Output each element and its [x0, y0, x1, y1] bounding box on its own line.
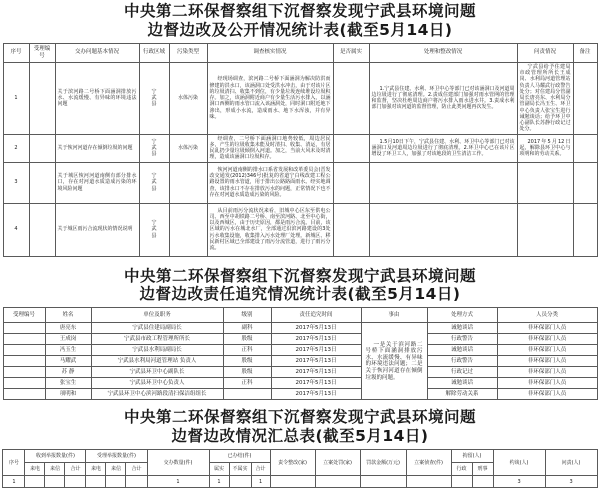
t2-cell-method: 诫勉谈话 — [427, 345, 497, 356]
t1-cell-region: 宁武县 — [139, 162, 169, 203]
t2-cell-date: 2017年5月13日 — [271, 356, 361, 367]
t1-cell-investigation: 经现场调查，滨河路二号桥下面涵洞为解决防洪而修建的洪水口，该涵洞口处受洪水冲击，由于对该片区的垃圾清扫、收集不到位，有少量垃圾连续堆设垃圾积存。加之，该涵洞附近商户有少量生活污水排入，以涵洞口西侧的雨水管口流入该涵洞处，同时洞口附近地下渗出，形成小水流，造成雨水、地下水浑浊，并有异味。 — [207, 62, 333, 134]
t1-row — [3, 162, 597, 203]
t3-cell-accepted-call — [86, 476, 106, 488]
t2-cell-rank: 正科 — [223, 378, 271, 389]
t2-row — [3, 389, 597, 400]
t1-h-num: 序号 — [3, 43, 29, 62]
t2-cell-accept-no — [3, 356, 45, 367]
t3-h-received-total: 合计 — [65, 463, 86, 476]
t2-cell-accept-no — [3, 378, 45, 389]
table2-title-line2: 边督边改责任追究情况统计表(截至5月14日) — [139, 285, 461, 304]
t1-cell-accountability: 2017年5月12日起，解除县环卫中心与项明和的劳动关系。 — [517, 134, 573, 162]
t2-cell-date: 2017年5月13日 — [271, 389, 361, 400]
t1-cell-verified — [333, 134, 369, 162]
t3-data-row — [3, 476, 597, 488]
t3-h-detention-admin: 行政 — [451, 463, 472, 476]
t3-h-detention-criminal: 刑事 — [472, 463, 493, 476]
t1-h-handling: 处理和整改情况 — [369, 43, 517, 62]
t2-cell-category: 非环保部门人员 — [497, 378, 597, 389]
t2-cell-category: 非环保部门人员 — [497, 356, 597, 367]
t3-h-accepted-call: 来电 — [86, 463, 106, 476]
t1-cell-handling: 1.宁武县住建、水利、环卫中心等部门已对该涵洞口及河道周边垃圾进行了彻底清理。2.责成住建部门加强对雨水管网的管理和监督，坚决杜绝周边商户将污水排入雨水进水井。3.责成水利部门加强对该河道的监督管理，防止此类问题再次发生。 — [369, 62, 517, 134]
t1-cell-accept-no — [29, 162, 55, 203]
table3-title-line1: 中央第二环保督察组下沉督察发现宁武县环境问题 — [123, 408, 476, 427]
table1-title-line2: 边督边改及公开情况统计表(截至5月14日) — [147, 20, 453, 39]
t3-h-filed-investigation: 立案侦查(件) — [406, 450, 451, 476]
t1-cell-accept-no — [29, 134, 55, 162]
t3-h-index: 序号 — [3, 450, 25, 476]
t1-cell-issue: 关于恢河河道存在倾倒垃圾的问题 — [55, 134, 139, 162]
t2-cell-category: 非环保部门人员 — [497, 367, 597, 378]
t1-h-investigation: 调查核实情况 — [207, 43, 333, 62]
t1-cell-accountability — [517, 162, 573, 203]
t2-h-reason: 事由 — [361, 308, 427, 323]
t3-h-received-letter: 来信 — [45, 463, 65, 476]
t3-h-received: 收到举报数量(件) — [25, 450, 86, 463]
t3-h-assigned: 交办数量(件) — [147, 450, 209, 476]
t1-row — [3, 203, 597, 256]
t2-cell-position: 宁武县环卫中心副队长 — [91, 367, 223, 378]
t1-h-region: 行政区域 — [139, 43, 169, 62]
t1-cell-region: 宁武县 — [139, 134, 169, 162]
publicity-table — [3, 43, 598, 257]
t2-row — [3, 367, 597, 378]
t1-cell-handling — [369, 162, 517, 203]
summary-table — [2, 449, 597, 488]
t1-cell-region: 宁武县 — [139, 62, 169, 134]
accountability-table — [3, 307, 598, 400]
t2-cell-date: 2017年5月13日 — [271, 334, 361, 345]
t1-cell-investigation: 恢河河道南侧的排水口系省发展和改革委员会(晋发改交通发(2012)346号)批复的省道宁白线改建工程公路设置的雨水管道，用于排出公路路面雨水。经实地调查，该排水口不存在排放污水的问题，正常情况下也不存在对河道水质造成污染的风险。 — [207, 162, 333, 203]
t3-cell-interviewed: 3 — [493, 476, 545, 488]
t2-cell-accept-no — [3, 367, 45, 378]
t3-cell-accepted-letter — [106, 476, 126, 488]
t3-cell-detention-criminal — [472, 476, 493, 488]
t2-row — [3, 356, 597, 367]
t1-cell-pollution: 水体污染 — [169, 62, 207, 134]
t2-cell-accept-no — [3, 345, 45, 356]
table1-title — [0, 2, 600, 40]
t3-cell-closed-total: 1 — [251, 476, 270, 488]
t2-cell-accept-no — [3, 334, 45, 345]
t1-h-note: 备注 — [573, 43, 597, 62]
t2-cell-method: 诫勉谈话 — [427, 323, 497, 334]
t1-h-issue: 交办问题基本情况 — [55, 43, 139, 62]
t3-h-fine-amount: 罚款金额(万元) — [360, 450, 406, 476]
t1-cell-accept-no — [29, 203, 55, 256]
t2-row — [3, 334, 597, 345]
t3-cell-fine-amount — [360, 476, 406, 488]
table3-title-line2: 边督边改情况汇总表(截至5月14日) — [171, 427, 429, 446]
t2-row — [3, 345, 597, 356]
t1-cell-num: 4 — [3, 203, 29, 256]
t1-cell-accountability: 宁武县给予住建局市政管理所所长王成岗、水利局河道管理站负责人马耀武行政警告处分；对住建局分管副局长唐亮东、水利局分管副局长冯玉生、环卫中心负责人张宝生进行诫勉谈话；给予环卫中心副队长苏静行政记过处分。 — [517, 62, 573, 134]
t2-cell-method: 行政记过 — [427, 367, 497, 378]
t1-row — [3, 134, 597, 162]
t2-cell-name: 马耀武 — [45, 356, 91, 367]
t3-h-closed: 已办结(件) — [209, 450, 270, 463]
report-page — [0, 2, 600, 488]
t3-h-detention: 拘留(人) — [451, 450, 493, 463]
t1-cell-accept-no — [29, 62, 55, 134]
t3-cell-detention-admin — [451, 476, 472, 488]
t3-h-closed-unverified: 不属实 — [229, 463, 251, 476]
t1-header-row — [3, 43, 597, 62]
t3-cell-received-call — [25, 476, 45, 488]
t1-cell-note — [573, 134, 597, 162]
t1-h-pollution: 污染类型 — [169, 43, 207, 62]
t1-cell-verified — [333, 203, 369, 256]
table1-title-line1: 中央第二环保督察组下沉督察发现宁武县环境问题 — [123, 2, 476, 20]
t1-h-accountability: 问责情况 — [517, 43, 573, 62]
t3-header-row-1 — [3, 450, 597, 463]
t2-cell-accept-no — [3, 323, 45, 334]
t3-cell-received-total — [65, 476, 86, 488]
t3-cell-closed-unverified — [229, 476, 251, 488]
t3-h-accountable: 问责(人) — [545, 450, 597, 476]
t3-h-accepted: 受理举报数量(件) — [86, 450, 147, 463]
t2-h-rank: 级别 — [223, 308, 271, 323]
t2-cell-position: 宁武县住建局副局长 — [91, 323, 223, 334]
t2-cell-method: 解除劳动关系 — [427, 389, 497, 400]
t1-cell-verified — [333, 62, 369, 134]
t3-cell-accountable: 3 — [545, 476, 597, 488]
t2-cell-position: 宁武县水利局副局长 — [91, 345, 223, 356]
t2-h-name: 姓名 — [45, 308, 91, 323]
t2-cell-date: 2017年5月13日 — [271, 378, 361, 389]
t2-cell-category: 非环保部门人员 — [497, 389, 597, 400]
t3-h-closed-total: 合计 — [251, 463, 270, 476]
t2-cell-date: 2017年5月13日 — [271, 323, 361, 334]
t2-cell-method: 诫勉谈话 — [427, 378, 497, 389]
t1-h-accept-no: 受理编号 — [29, 43, 55, 62]
t2-cell-name: 苏 静 — [45, 367, 91, 378]
t3-cell-accepted-total — [126, 476, 147, 488]
t2-cell-date: 2017年5月13日 — [271, 345, 361, 356]
t2-cell-position: 宁武县市政工程管理所所长 — [91, 334, 223, 345]
t2-cell-accept-no — [3, 389, 45, 400]
t1-cell-num: 1 — [3, 62, 29, 134]
t1-cell-handling — [369, 203, 517, 256]
t1-row — [3, 62, 597, 134]
t3-h-closed-verified: 属实 — [209, 463, 229, 476]
t1-cell-region: 宁武县 — [139, 203, 169, 256]
t2-h-accept-no: 受理编号 — [3, 308, 45, 323]
t2-cell-category: 非环保部门人员 — [497, 334, 597, 345]
t2-header-row — [3, 308, 597, 323]
t3-cell-ordered-rectify — [270, 476, 315, 488]
t2-cell-name: 冯玉生 — [45, 345, 91, 356]
t1-cell-note — [573, 162, 597, 203]
table3-title — [0, 408, 600, 446]
t3-cell-filed-investigation — [406, 476, 451, 488]
t1-cell-num: 3 — [3, 162, 29, 203]
t1-cell-note — [573, 62, 597, 134]
t2-cell-rank: 股级 — [223, 334, 271, 345]
t2-cell-date: 2017年5月13日 — [271, 367, 361, 378]
t2-cell-name: 王成岗 — [45, 334, 91, 345]
table2-title-line1: 中央第二环保督察组下沉督察发现宁武县环境问题 — [123, 266, 476, 285]
t2-cell-rank: 股级 — [223, 367, 271, 378]
t2-cell-rank: 正科 — [223, 345, 271, 356]
t2-cell-name: 项明和 — [45, 389, 91, 400]
t1-cell-verified — [333, 162, 369, 203]
t3-h-ordered-rectify: 责令整改(家) — [270, 450, 315, 476]
t1-h-verified: 是否属实 — [333, 43, 369, 62]
t3-cell-index: 1 — [3, 476, 25, 488]
t2-cell-name: 唐亮东 — [45, 323, 91, 334]
t2-cell-position: 宁武县环卫中心滨河路段清扫保洁组组长 — [91, 389, 223, 400]
t3-h-interviewed: 约谈(人) — [493, 450, 545, 476]
t2-cell-category: 非环保部门人员 — [497, 345, 597, 356]
t3-cell-closed-verified: 1 — [209, 476, 229, 488]
t1-cell-accountability — [517, 203, 573, 256]
t2-cell-rank: 股级 — [223, 356, 271, 367]
t1-cell-pollution — [169, 162, 207, 203]
t1-cell-investigation: 从目前雨污分流状况来看，旧城中心区东至供电公司、西至中胡铁路二号桥、南至滨河路、北至中心街，以及西城区，由于历史原因，都是雨污合流。目前，该区域的污水在城北水厂，全部通过沿滨河路建设的3处污水收集设施，收集排入污水处理厂处理。新城区、移民新村区域已全部建设了雨污分流管道，进行了雨污分流。 — [207, 203, 333, 256]
t2-cell-rank: 副科 — [223, 323, 271, 334]
t3-h-received-call: 来电 — [25, 463, 45, 476]
t2-cell-method: 行政警告 — [427, 334, 497, 345]
t1-cell-issue: 关于城区雨污合流现状的情况说明 — [55, 203, 139, 256]
t1-cell-issue: 关于滨河路二号桥下面涵洞排放污水、水流缓慢、有异味的环境违法问题 — [55, 62, 139, 134]
t1-cell-pollution — [169, 203, 207, 256]
t2-cell-rank — [223, 389, 271, 400]
t1-cell-issue: 关于城区恢河河道南侧有部分排水口，存在对河道水质造成污染的环境风险问题 — [55, 162, 139, 203]
t3-cell-received-letter — [45, 476, 65, 488]
t2-cell-position: 宁武县水利局河道管理站 负责人 — [91, 356, 223, 367]
table2-title — [0, 267, 600, 305]
t2-cell-category: 非环保部门人员 — [497, 323, 597, 334]
t1-cell-note — [573, 203, 597, 256]
t2-cell-position: 宁武县环卫中心负责人 — [91, 378, 223, 389]
t2-row — [3, 378, 597, 389]
t2-cell-reason: 一是关于滨河路二号桥下面涵洞排放污水、水流缓慢、有异味的环境违法问题；二是关于恢河河道存在倾倒垃圾的问题。 — [361, 323, 427, 400]
t2-h-position: 单位及职务 — [91, 308, 223, 323]
t1-cell-num: 2 — [3, 134, 29, 162]
t3-h-filed-penalty: 立案处罚(家) — [315, 450, 360, 476]
t3-cell-filed-penalty — [315, 476, 360, 488]
t2-h-method: 处理方式 — [427, 308, 497, 323]
t1-cell-pollution: 水体污染 — [169, 134, 207, 162]
t3-h-accepted-letter: 来信 — [106, 463, 126, 476]
t2-cell-method: 行政警告 — [427, 356, 497, 367]
t2-row — [3, 323, 597, 334]
t1-cell-handling: 1.5月10日下午，宁武县住建、水利、环卫中心等部门已对该涵洞口及河道周边垃圾进行了彻底清理。2.环卫中心已在该片区增设了环卫工人，加强了对该地段的卫生清洁工作。 — [369, 134, 517, 162]
t2-cell-name: 张宝生 — [45, 378, 91, 389]
t1-cell-investigation: 经调查，二号桥下面涵洞口地势较低，周边居民多，产生的垃圾收集未能及时清扫、收集、清运，有居民乱扔少量垃圾倾倒入河道。加之，当前大风未及时清理，造成该涵洞口垃圾积存。 — [207, 134, 333, 162]
t3-cell-assigned: 1 — [147, 476, 209, 488]
t3-h-accepted-total: 合计 — [126, 463, 147, 476]
t2-h-date: 责任追究时间 — [271, 308, 361, 323]
t2-h-category: 人员分类 — [497, 308, 597, 323]
